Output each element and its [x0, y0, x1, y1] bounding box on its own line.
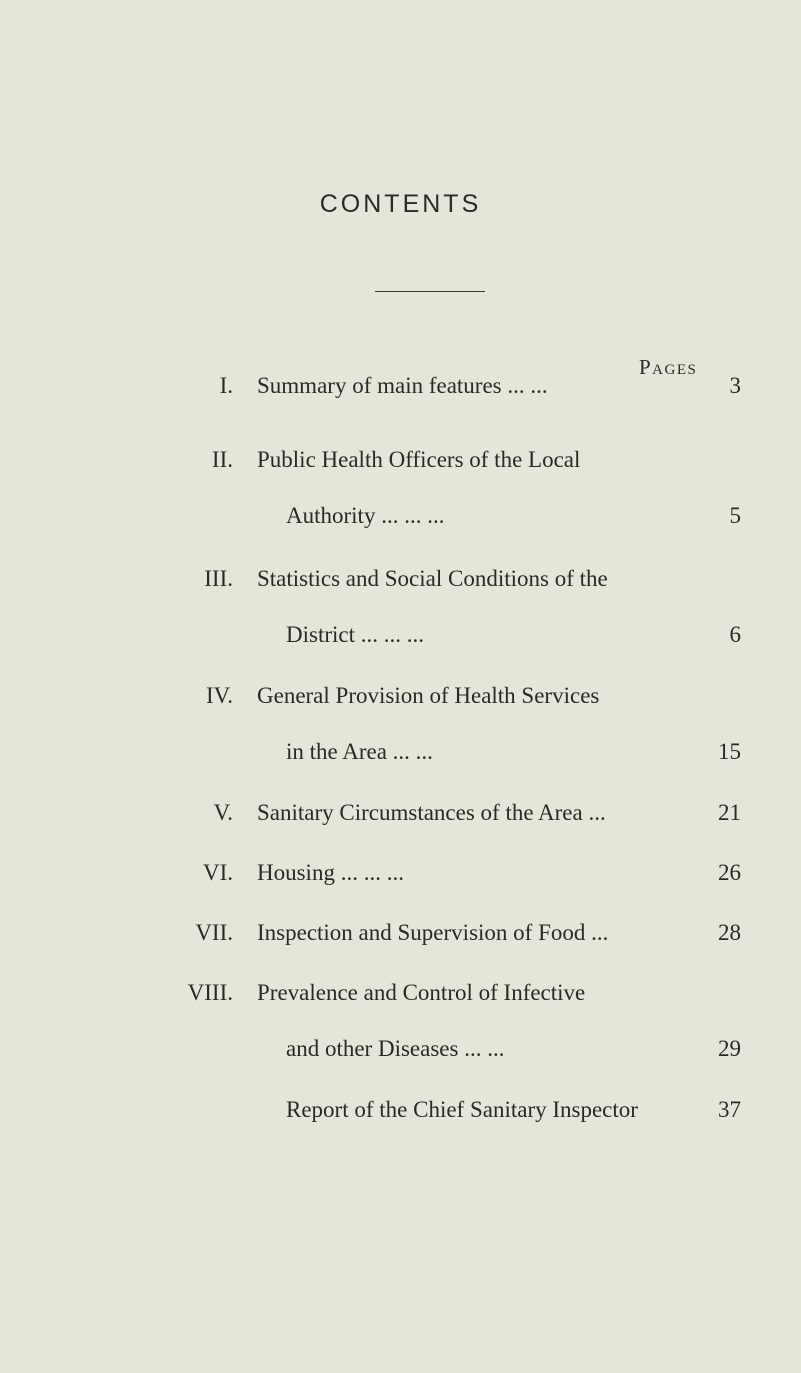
entry-page-number: 29	[718, 1036, 741, 1061]
entry-numeral: III.	[204, 566, 233, 591]
entry-title-line: in the Area ... ...	[286, 739, 433, 764]
entry-numeral: IV.	[205, 683, 233, 708]
entry-title-line: Statistics and Social Conditions of the	[257, 566, 608, 591]
entry-numeral: V.	[213, 800, 233, 825]
entry-page-number: 21	[718, 800, 741, 825]
pages-column-header: Pages	[639, 355, 698, 379]
entry-title-line: General Provision of Health Services	[257, 683, 600, 708]
entry-numeral: II.	[211, 447, 233, 472]
entry-title-line: Report of the Chief Sanitary Inspector	[286, 1097, 638, 1122]
title-rule	[375, 291, 485, 292]
entry-page-number: 3	[729, 373, 741, 398]
entry-page-number: 28	[718, 920, 741, 945]
entry-numeral: VIII.	[187, 980, 233, 1005]
entry-page-number: 26	[718, 860, 741, 885]
entry-title-line: Prevalence and Control of Infective	[257, 980, 586, 1005]
entry-title-line: District ... ... ...	[286, 622, 424, 647]
entry-page-number: 37	[718, 1097, 741, 1122]
entry-page-number: 6	[729, 622, 741, 647]
entry-page-number: 5	[729, 503, 741, 528]
entry-title-line: Authority ... ... ...	[286, 503, 445, 528]
entry-title-line: Summary of main features ... ...	[257, 373, 548, 398]
entry-title-line: Inspection and Supervision of Food ...	[257, 920, 609, 945]
entry-title-line: Housing ... ... ...	[257, 860, 404, 885]
page-title: CONTENTS	[319, 190, 482, 218]
entry-numeral: VI.	[202, 860, 233, 885]
entry-numeral: VII.	[195, 920, 233, 945]
entry-page-number: 15	[718, 739, 741, 764]
entry-title-line: Sanitary Circumstances of the Area ...	[257, 800, 606, 825]
entry-numeral: I.	[219, 373, 233, 398]
entry-title-line: and other Diseases ... ...	[286, 1036, 505, 1061]
entry-title-line: Public Health Officers of the Local	[257, 447, 581, 472]
